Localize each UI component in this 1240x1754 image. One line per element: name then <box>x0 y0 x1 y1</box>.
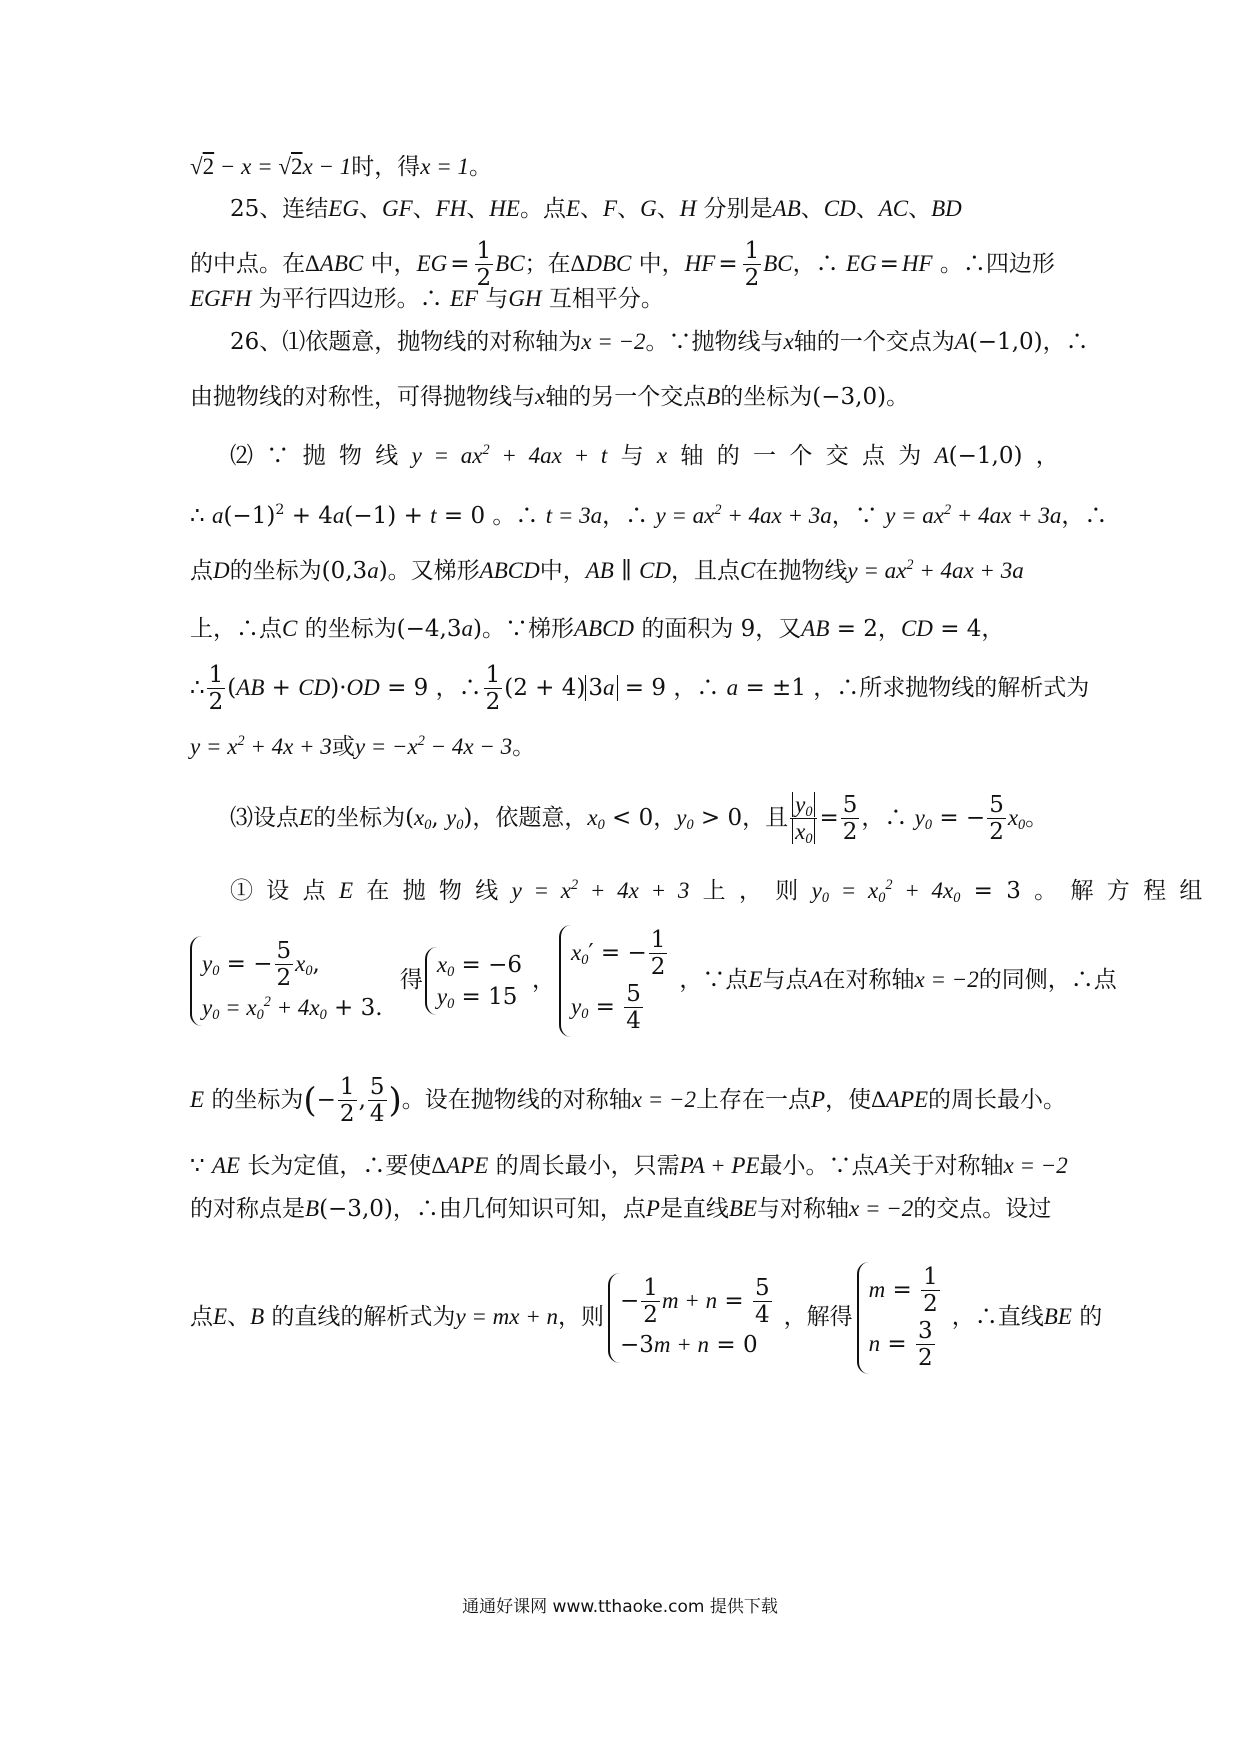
text-line-p26-2a: ⑵ ∵ 抛 物 线 $y = ax^2 + 4ax + t$ 与 x 轴 的 一 个 交 点 为 A(−1,0) ， <box>230 442 1059 469</box>
text-line-p25-2: 的中点。在ΔABC 中，EG = $\frac{1}{2}$ BC；在ΔDBC 中，HF = $\frac{1}{2}$ BC，∴ EG = HF 。∴四边形 <box>190 238 1055 292</box>
footer-credit: 通通好课网 www.tthaoke.com 提供下载 <box>462 1597 778 1617</box>
text-line-p26-1a: 26、⑴依题意，抛物线的对称轴为x = −2。∵抛物线与x轴的一个交点为A(−1,0)，∴ <box>230 329 1089 355</box>
text-line-p26-3f: 的对称点是B(−3,0)，∴由几何知识可知，点P是直线BE与对称轴x = −2的交点。设过 <box>190 1196 1052 1222</box>
text-line-p26-3c: $y_0$ = − $\frac{5}{2}$ $x_0$, $y_0 = x_0^2 + 4x_0 + 3$. 得 $x_0 = -6$ $y_0 = 15$ ， $x_0'$ = − $\frac{1}{2}$ $y_0$ = $\frac{5}{4}$ ，∵点E与点A在对称轴x = −2的同侧，∴点 <box>190 925 1060 1037</box>
text-line-p25-3: EGFH 为平行四边形。∴ EF 与GH 互相平分。 <box>190 286 664 312</box>
text-line-p26-2e: ∴ $\frac{1}{2}$ (AB + CD)·OD = 9 ，∴ $\frac{1}{2}$ (2 + 4) 3a = 9 ，∴ a = ±1 ，∴所求抛物线的解析式为 <box>190 662 1090 716</box>
text-line-p25-1: 25、连结EG、GF、FH、HE。点E、F、G、H 分别是AB、CD、AC、BD <box>230 196 962 222</box>
text-line-p26-1b: 由抛物线的对称性，可得抛物线与x轴的另一个交点B的坐标为(−3,0)。 <box>190 384 910 410</box>
text-line-p26-3b: ① 设 点 E 在 抛 物 线 $y = x^2 + 4x + 3$ 上 ， 则 $y_0 = x_0^2 + 4x_0 = 3$ 。 解 方 程 组 <box>230 877 1203 906</box>
text-line-p26-3g: 点E、B 的直线的解析式为y = mx + n，则 − $\frac{1}{2}$ m + n = $\frac{5}{4}$ −3m + n = 0 ，解得 m = $\frac{1}{2}$ n = $\frac{3}{2}$ ，∴直线BE 的 <box>190 1262 1060 1374</box>
text-line-p26-3d: E 的坐标为(− $\frac{1}{2}$ , $\frac{5}{4}$ )。设在抛物线的对称轴x = −2上存在一点P，使ΔAPE的周长最小。 <box>190 1074 1067 1128</box>
text-line-1: √2 − x = √2x − 1时，得x = 1。 <box>190 154 492 180</box>
text-line-p26-3e: ∵ AE 长为定值，∴要使ΔAPE 的周长最小，只需PA + PE最小。∵点A关于对称轴x = −2 <box>190 1153 1068 1179</box>
text-line-p26-2f: $y = x^2 + 4x + 3$或$y = -x^2 - 4x - 3$。 <box>190 733 536 760</box>
text-line-p26-2c: 点D的坐标为(0,3a)。又梯形ABCD中，AB ∥ CD，且点C在抛物线$y = ax^2 + 4ax + 3a$ <box>190 557 1024 584</box>
text-line-p26-2b: ∴ $a(-1)^2 + 4a(-1) + t = 0$ 。∴ t = 3a，∴ $y = ax^2 + 4ax + 3a$，∵ $y = ax^2 + 4ax + 3a$，∴ <box>190 502 1108 529</box>
text-line-p26-2d: 上，∴点C 的坐标为(−4,3a)。∵梯形ABCD 的面积为 9，又AB = 2，CD = 4， <box>190 616 1005 642</box>
text-line-p26-3a: ⑶设点E的坐标为($x_0$, $y_0$)，依题意，$x_0 < 0$，$y_0 > 0$，且 $\frac{y_0}{x_0}$ = $\frac{5}{2}$ ，∴ $y_0$ = − $\frac{5}{2}$ $x_0$。 <box>230 792 1049 848</box>
